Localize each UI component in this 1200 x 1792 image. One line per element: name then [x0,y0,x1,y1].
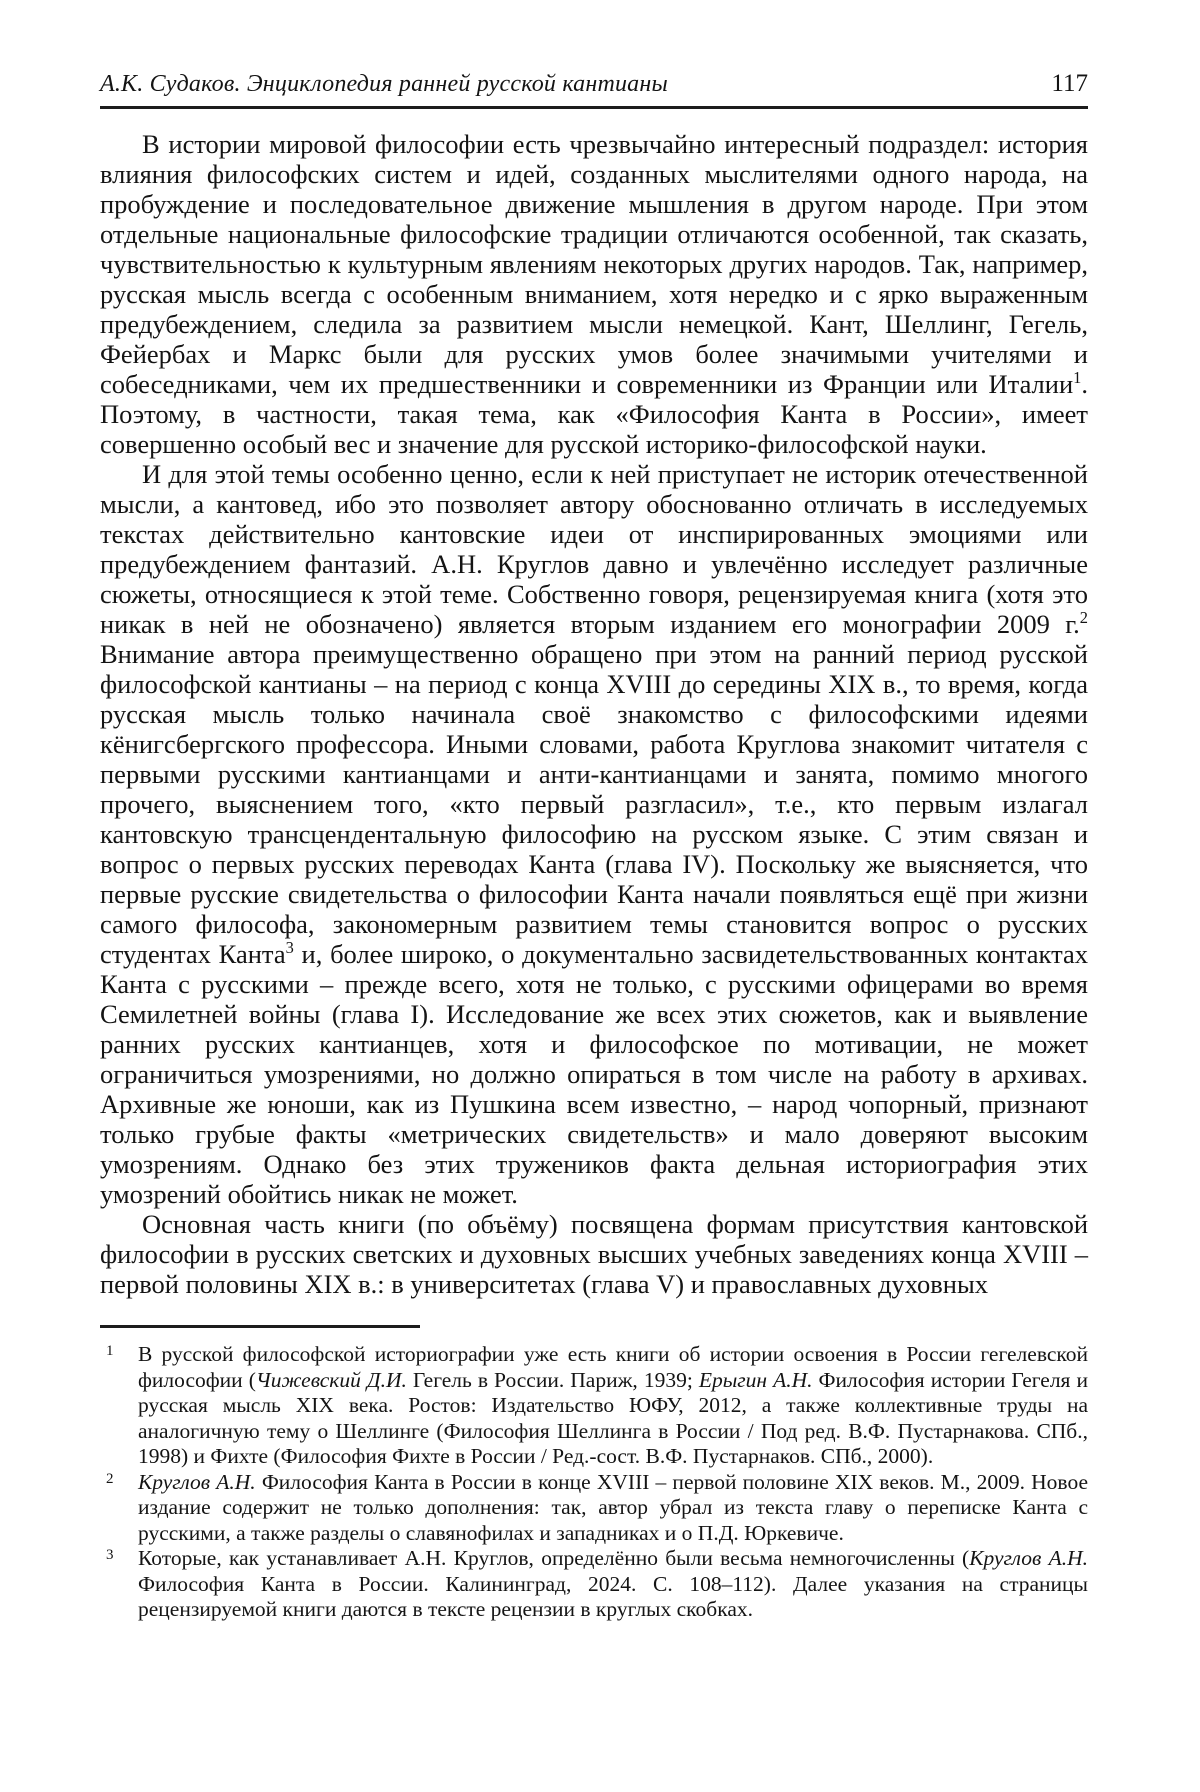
footnote [100,1342,1088,1470]
text-run: В русской философской историографии уже есть книги об истории освоения в России гегелевской философии ( [138,1342,1088,1392]
footnote-separator [100,1325,420,1328]
footnote-text [138,1470,1088,1545]
text-run: И для этой темы особенно ценно, если к ней приступает не историк отечественной мысли, а кантовед, ибо это позволяет автору обоснованно отличать в исследуемых текстах действительно кантовские идеи от инспирированных эмоциями или предубеждением фантазий. А.Н. Круглов давно и увлечённо исследует различные сюжеты, относящиеся к этой теме. Собственно говоря, рецензируемая книга (хотя это никак в ней не обозначено) является вторым изданием его монографии 2009 г. [100,459,1088,639]
footnote-number: 3 [106,1547,114,1563]
text-run: Основная часть книги (по объёму) посвящена формам присутствия кантовской философии в русских светских и духовных высших учебных заведениях конца XVIII – первой половины XIX в.: в университетах (глава V) и православных духовных [100,1209,1088,1299]
footnote-number: 1 [106,1343,114,1359]
footnote-text [138,1546,1088,1621]
text-run: Круглов А.Н. [969,1546,1088,1570]
text-run: Философия истории Гегеля и русская мысль XIX века. Ростов: Издательство ЮФУ, 2012, а также коллективные труды на аналогичную тему о Шеллинге (Философия Шеллинга в России / Под ред. В.Ф. Пустарнакова. СПб., 1998) и Фихте (Философия Фихте в России / Ред.-сост. В.Ф. Пустарнаков. СПб., 2000). [138,1367,1088,1468]
running-head-title: А.К. Судаков. Энциклопедия ранней русской кантианы [100,71,668,97]
text-run: Гегель в России. Париж, 1939; [406,1367,699,1392]
footnote [100,1546,1088,1623]
text-run: . Поэтому, в частности, такая тема, как «Философия Канта в России», имеет совершенно особый вес и значение для русской историко-философской науки. [100,369,1088,459]
footnote-marker: 1 [1073,368,1082,388]
running-head [100,70,1088,109]
paragraph [100,1209,1088,1299]
footnote-text [138,1342,1088,1468]
text-run: Философия Канта в России. Калининград, 2024. С. 108–112). Далее указания на страницы рецензируемой книги даются в тексте рецензии в круглых скобках. [138,1571,1088,1621]
text-run: В истории мировой философии есть чрезвычайно интересный подраздел: история влияния философских систем и идей, созданных мыслителями одного народа, на пробуждение и последовательное движение мышления в другом народе. При этом отдельные национальные философские традиции отличаются особенной, так сказать, чувствительностью к культурным явлениям некоторых других народов. Так, например, русская мысль всегда с особенным вниманием, хотя нередко и с ярко выраженным предубеждением, следила за развитием мысли немецкой. Кант, Шеллинг, Гегель, Фейербах и Маркс были для русских умов более значимыми учителями и собеседниками, чем их предшественники и современники из Франции или Италии [100,129,1088,399]
footnote-marker: 3 [285,938,294,958]
footnotes-section [100,1325,1088,1623]
text-run: Ерыгин А.Н. [698,1367,813,1392]
page-number: 117 [1051,70,1088,97]
footnotes-list [100,1342,1088,1623]
paragraph [100,129,1088,459]
text-run: Внимание автора преимущественно обращено при этом на ранний период русской философской кантианы – на период с конца XVIII до середины XIX в., то время, когда русская мысль только начинала своё знакомство с философскими идеями кёнигсбергского профессора. Иными словами, работа Круглова знакомит читателя с первыми русскими кантианцами и анти-кантианцами и занята, помимо многого прочего, выяснением того, «кто первый разгласил», т.е., кто первым излагал кантовскую трансцендентальную философию на русском языке. С этим связан и вопрос о первых русских переводах Канта (глава IV). Поскольку же выясняется, что первые русские свидетельства о философии Канта начали появляться ещё при жизни самого философа, закономерным развитием темы становится вопрос о русских студентах Канта [100,639,1088,969]
text-run: Чижевский Д.И. [255,1367,407,1392]
paragraph [100,459,1088,1209]
text-run: и, более широко, о документально засвидетельствованных контактах Канта с русскими – прежде всего, хотя не только, с русскими офицерами во время Семилетней войны (глава I). Исследование же всех этих сюжетов, как и выявление ранних русских кантианцев, хотя и философское по мотивации, не может ограничиться умозрениями, но должно опираться в том числе на работу в архивах. Архивные же юноши, как из Пушкина всем известно, – народ чопорный, признают только грубые факты «метрических свидетельств» и мало доверяют высоким умозрениям. Однако без этих тружеников факта дельная историография этих умозрений обойтись никак не может. [100,939,1088,1209]
text-run: Философия Канта в России в конце XVIII – первой половине XIX веков. М., 2009. Новое издание содержит не только дополнения: так, автор убрал из текста главу о переписке Канта с русскими, а также разделы о славянофилах и западниках и о П.Д. Юркевиче. [138,1469,1088,1545]
text-run: Которые, как устанавливает А.Н. Круглов, определённо были весьма немногочисленны ( [138,1546,970,1570]
footnote [100,1470,1088,1547]
text-run: Круглов А.Н. [138,1469,256,1494]
article-body [100,129,1088,1299]
footnote-number: 2 [106,1470,114,1487]
footnote-marker: 2 [1079,608,1088,628]
